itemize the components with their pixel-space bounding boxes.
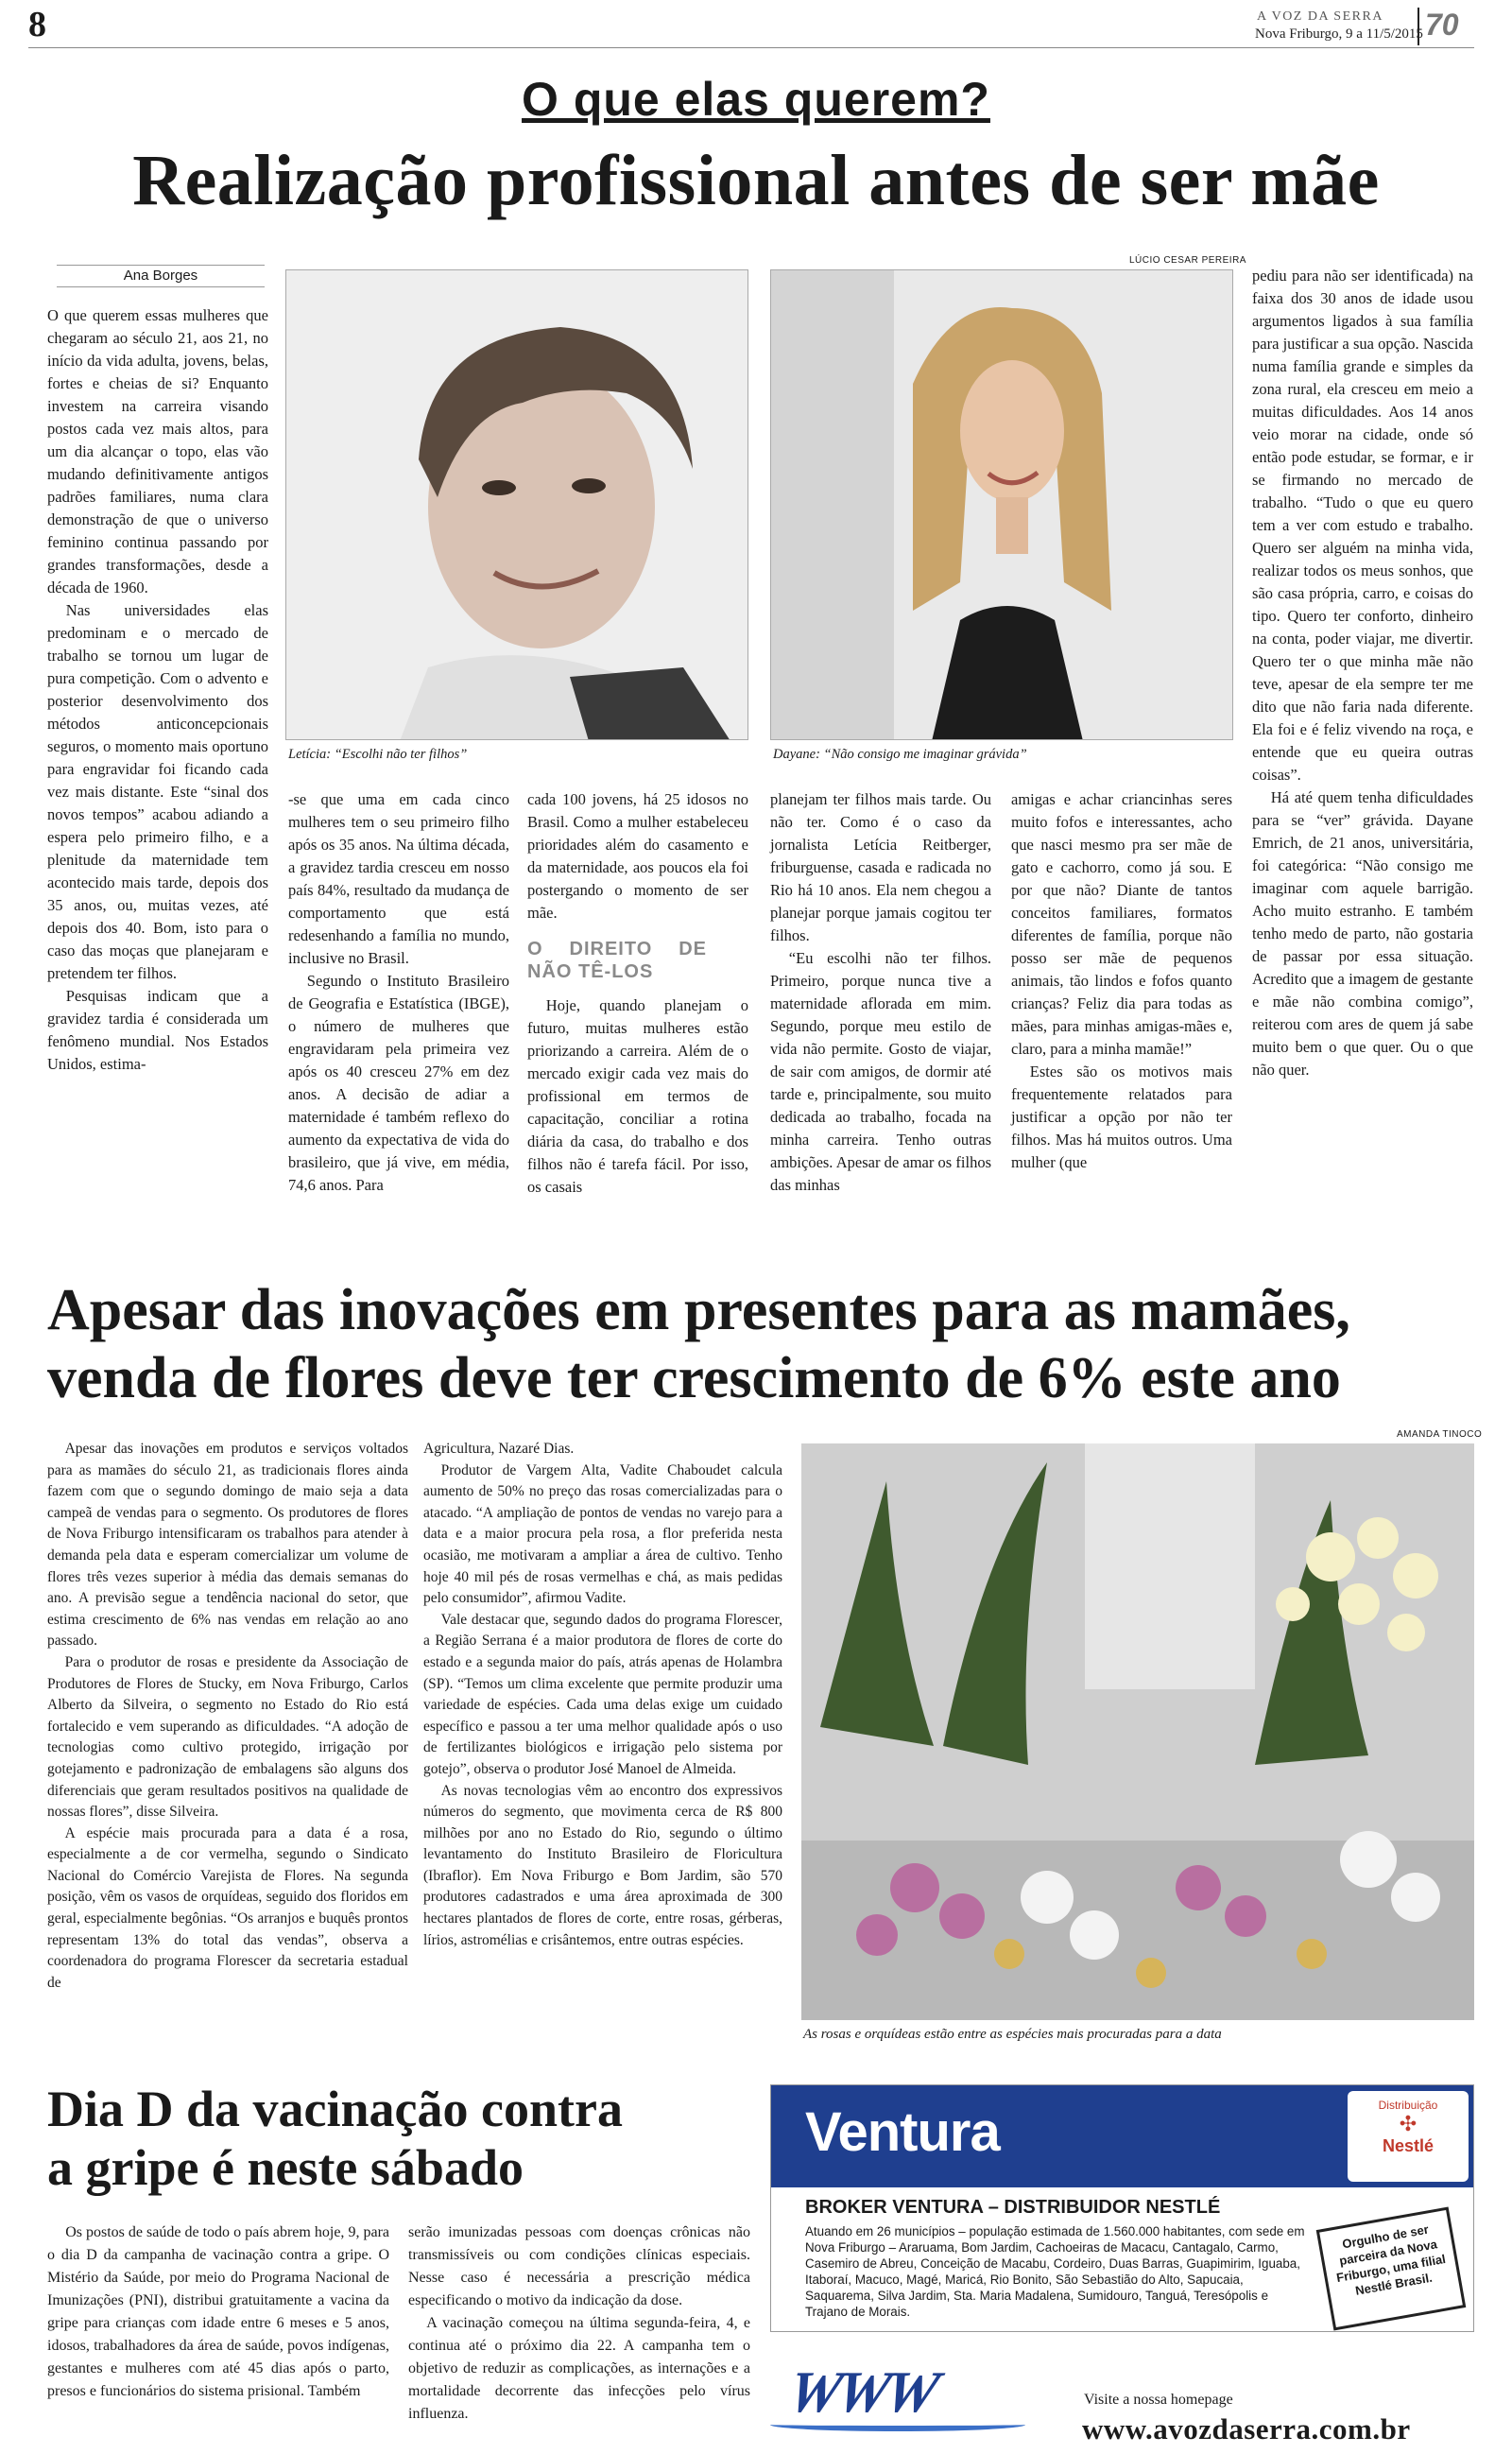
dayane-photo-caption: Dayane: “Não consigo me imaginar grávida” xyxy=(773,747,1027,762)
website-ad-url[interactable]: www.avozdaserra.com.br xyxy=(1082,2412,1411,2445)
nestle-box xyxy=(1348,2091,1469,2182)
paragraph: amigas e achar criancinhas seres muito fofos e interessantes, acho que nasci mesmo pra ser mãe de gato e cachorro, como já sou. E por que não? Diante de tantos conceitos familiares, formatos diferentes de família, porque não posso ser mãe de pequenos animais, tão lindos e fofos quanto crianças? Feliz dia para todas as mães, para minhas amigas-mães e, claro, para a minha mamãe!” xyxy=(1011,790,1232,1058)
dayane-photo xyxy=(770,269,1233,740)
byline: Ana Borges xyxy=(57,265,265,287)
story2-column-2 xyxy=(423,1439,782,1951)
paragraph: “Eu escolhi não ter filhos. Primeiro, porque nunca tive a maternidade aflorada em mim. Segundo, porque meu estilo de vida não permite. Gosto de viajar, de sair com amigos, de dormir até tarde e, principalmente, sou muito dedicada ao trabalho, focada na minha carreira. Tenho outras ambições. Apesar de amar os filhos das minhas xyxy=(770,949,991,1194)
ventura-ad-title: BROKER VENTURA – DISTRIBUIDOR NESTLÉ xyxy=(805,2197,1221,2218)
ventura-ad[interactable] xyxy=(770,2084,1474,2332)
website-ad-label: Visite a nossa homepage xyxy=(1084,2392,1233,2408)
story2-headline-line-1: Apesar das inovações em presentes para as mamães, xyxy=(47,1278,1350,1342)
paragraph: planejam ter filhos mais tarde. Ou não ter. Como é o caso da jornalista Letícia Reitberger, friburguense, casada e radicada no Rio há 10 anos. Ela nem chegou a planejar porque jamais cogitou ter filhos. xyxy=(770,790,991,944)
story1-column-5 xyxy=(1011,788,1232,1174)
paragraph: cada 100 jovens, há 25 idosos no Brasil. Como a mulher estabeleceu prioridades além do casamento e da maternidade, aos poucos ela foi postergando o momento de ser mãe. xyxy=(527,790,748,922)
flowers-photo-caption: As rosas e orquídeas estão entre as espécies mais procuradas para a data xyxy=(803,2027,1222,2042)
ventura-ad-brand: Ventura xyxy=(805,2101,1000,2163)
story2-headline xyxy=(47,1276,1484,1412)
story3-column-1 xyxy=(47,2221,389,2403)
ventura-ad-stamp: Orgulho de ser parceira da Nova Friburgo, uma filial Nestlé Brasil. xyxy=(1316,2206,1467,2330)
story1-column-2 xyxy=(288,788,509,1197)
flowers-photo xyxy=(801,1443,1474,2020)
paragraph: -se que uma em cada cinco mulheres tem o seu primeiro filho após os 35 anos. Na última década, a gravidez tardia cresceu em nosso país 84%, resultado da mudança de comportamento que está redesenhando a família no mundo, inclusive no Brasil. xyxy=(288,790,509,967)
dayane-photo-credit: LÚCIO CESAR PEREIRA xyxy=(1129,255,1246,266)
paragraph: Agricultura, Nazaré Dias. xyxy=(423,1441,575,1457)
paragraph: A vacinação começou na última segunda-feira, 4, e continua até o próximo dia 22. A campanha tem o objetivo de reduzir as complicações, as internações e a mortalidade decorrente das infecções pelo vírus influenza. xyxy=(408,2315,750,2422)
paragraph: Apesar das inovações em produtos e serviços voltados para as mamães do século 21, as tradicionais flores ainda fazem com que o segundo domingo de maio seja a data campeã de vendas para o segmento. Os produtores de flores de Nova Friburgo intensificaram os trabalhos para atender à demanda pela data e esperam comercializar um volume de flores três vezes superior à média das demais semanas do ano. A previsão segue a tendência nacional do setor, que estima crescimento de 6% nas vendas em relação ao ano passado. xyxy=(47,1441,408,1650)
flowers-photo-credit: AMANDA TINOCO xyxy=(1397,1429,1483,1440)
story2-column-1 xyxy=(47,1439,408,1994)
paragraph: A espécie mais procurada para a data é a rosa, especialmente a de cor vermelha, segundo o Sindicato Nacional do Comércio Varejista de Flores. Na segunda posição, vêm os vasos de orquídeas, seguido dos floridos em geral, especialmente begônias. “Os arranjos e buquês prontos representam 13% do total das vendas”, observa a coordenadora do programa Florescer da secretaria estadual de xyxy=(47,1824,408,1991)
story1-column-6 xyxy=(1252,265,1473,1081)
paragraph: Há até quem tenha dificuldades para se “ver” grávida. Dayane Emrich, de 21 anos, universitária, foi categórica: “Não consigo me imaginar com aquele barrigão. Acho muito estranho. E também tenho medo de parto, não gostaria de passar por essa situação. Acredito que a imagem de gestante e mãe não combina comigo”, reiterou com ares de quem já sabe muito bem o que quer. Ou o que não quer. xyxy=(1252,788,1473,1079)
masthead-paper-name: A VOZ DA SERRA xyxy=(1257,9,1383,24)
leticia-photo-caption: Letícia: “Escolhi não ter filhos” xyxy=(288,747,468,762)
paragraph: serão imunizadas pessoas com doenças crônicas não transmissíveis ou com condições clínicas especiais. Nesse caso é necessária a prescrição médica especificando o motivo da indicação da dose. xyxy=(408,2224,750,2308)
paragraph: Para o produtor de rosas e presidente da Associação de Produtores de Flores de Stucky, em Nova Friburgo, Carlos Alberto da Silveira, o segmento no Estado do Rio está fortalecido e vem superando as dificuldades. “A adoção de tecnologias como cultivo protegido, irrigação por gotejamento e padronização de embalagens são alguns dos diferenciais que geram resultados positivos na qualidade de nossas flores”, disse Silveira. xyxy=(47,1653,408,1821)
paragraph: Produtor de Vargem Alta, Vadite Chaboudet calcula aumento de 50% no preço das rosas comercializadas para o atacado. “A ampliação de pontos de vendas no varejo para a data e a maior procura pela rosa, a flor preferida nesta ocasião, me motivaram a ampliar a área de cultivo. Tenho hoje 40 mil pés de rosas vermelhas e chá, as mais pedidas pelo consumidor”, afirmou Vadite. xyxy=(423,1461,782,1607)
paragraph: pediu para não ser identificada) na faixa dos 30 anos de idade usou argumentos ligados à sua família para justificar a sua opção. Nascida numa família grande e simples da zona rural, ela cresceu em meio a muitas dificuldades. Aos 14 anos veio morar na cidade, onde só então pode estudar, se formar, e ir se firmando no mercado de trabalho. “Tudo o que eu quero tem a ver com estudo e trabalho. Quero ser alguém na minha vida, realizar todos os meus sonhos, que são casa própria, carro, e coisas do tipo. Quero ter conforto, dinheiro na conta, poder viajar, me divertir. Quero ter o que minha mãe não teve, apesar de ela sempre ter me dito que não faria nada diferente. Ela foi e é feliz vivendo na roça, e entende que eu queira outras coisas”. xyxy=(1252,267,1473,784)
story3-headline-line-1: Dia D da vacinação contra xyxy=(47,2081,623,2137)
ventura-ad-body: Atuando em 26 municípios – população estimada de 1.560.000 habitantes, com sede em Nova Friburgo – Araruama, Bom Jardim, Cachoeiras de Macacu, Cantagalo, Carmo, Casemiro de Abreu, Conceição de Macabu, Cordeiro, Duas Barras, Guapimirim, Iguaba, Itaboraí, Macuco, Magé, Maricá, Rio Bonito, São Sebastião do Alto, Sapucaia, Saquarema, Silva Jardim, Sta. Maria Madalena, Sumidouro, Tanguá, Teresópolis e Trajano de Morais. xyxy=(805,2224,1305,2319)
paragraph: Hoje, quando planejam o futuro, muitas mulheres estão priorizando a carreira. Além de o mercado exigir cada vez mais do profissional em termos de capacitação, conciliar a rotina diária da casa, do trabalho e dos filhos não é tarefa fácil. Por isso, os casais xyxy=(527,996,748,1196)
story3-headline xyxy=(47,2080,784,2197)
nestle-logo-text: Nestlé xyxy=(1382,2136,1435,2155)
page-number: 8 xyxy=(28,5,46,44)
paragraph: Nas universidades elas predominam e o mercado de trabalho se tornou um lugar de pura competição. Com o advento e posterior desenvolvimento dos métodos anticoncepcionais seguros, o momento mais oportuno para engravidar foi ficando cada vez mais distante. Este “sinal dos novos tempos” acabou adiando a espera pelo primeiro filho, e a plenitude da maternidade tem acontecido mais tarde, depois dos 35 anos, ou, muitas vezes, até depois dos 40. Bom, isto para o caso das moças que planejaram e pretendem ter filhos. xyxy=(47,601,268,982)
story1-kicker: O que elas querem? xyxy=(522,73,990,126)
paragraph: Pesquisas indicam que a gravidez tardia é considerada um fenômeno mundial. Nos Estados Unidos, estima- xyxy=(47,987,268,1073)
nestle-nest-icon: ✣ xyxy=(1399,2112,1418,2135)
www-logo: WWW xyxy=(782,2360,941,2425)
leticia-photo xyxy=(285,269,748,740)
paragraph: Os postos de saúde de todo o país abrem hoje, 9, para o dia D da campanha de vacinação contra a gripe. O Mistério da Saúde, por meio do Programa Nacional de Imunizações (PNI), distribui gratuitamente a vacina da gripe para crianças com idade entre 6 meses e 5 anos, idosos, trabalhadores da área de saúde, povos indígenas, gestantes e mulheres com até 45 dias após o parto, presos e funcionários do sistema prisional. Também xyxy=(47,2224,389,2399)
paragraph: Vale destacar que, segundo dados do programa Florescer, a Região Serrana é a maior produtora de flores de corte do estado e a segunda maior do país, atrás apenas de Holambra (SP). “Temos um clima excelente que permite produzir uma variedade de espécies. Cada uma delas exige um cuidado específico e passou a ter uma melhor qualidade após o uso de fertilizantes biológicos e irrigação pelo sistema por gotejo”, observa o produtor José Manoel de Almeida. xyxy=(423,1611,782,1777)
story3-headline-line-2: a gripe é neste sábado xyxy=(47,2139,524,2196)
anniversary-logo xyxy=(1418,8,1476,45)
story2-headline-line-2: venda de flores deve ter crescimento de 6% este ano xyxy=(47,1346,1341,1410)
website-ad[interactable] xyxy=(770,2354,1474,2448)
story1-column-3 xyxy=(527,788,748,1199)
paragraph: Estes são os motivos mais frequentemente relatados para justificar a opção por não ter filhos. Mas há muitos outros. Uma mulher (que xyxy=(1011,1063,1232,1171)
story1-column-4 xyxy=(770,788,991,1197)
story1-column-1 xyxy=(47,304,268,1076)
anniversary-logo-number: 70 xyxy=(1425,8,1459,42)
subhead: O DIREITO DE NÃO TÊ-LOS xyxy=(527,939,707,982)
masthead-dateline: Nova Friburgo, 9 a 11/5/2015 xyxy=(1255,26,1423,42)
story3-column-2 xyxy=(408,2221,750,2426)
nestle-distrib-label: Distribuição xyxy=(1378,2099,1438,2112)
paragraph: Segundo o Instituto Brasileiro de Geografia e Estatística (IBGE), o número de mulheres que engravidaram pela primeira vez após os 40 cresceu 27% em dez anos. A decisão de adiar a maternidade é também reflexo do aumento da expectativa de vida do brasileiro, que já vive, em média, 74,6 anos. Para xyxy=(288,972,509,1194)
story1-headline: Realização profissional antes de ser mãe xyxy=(132,141,1380,220)
www-logo-swoosh xyxy=(770,2418,1025,2431)
paragraph: As novas tecnologias vêm ao encontro dos expressivos números do segmento, que movimenta cerca de R$ 800 milhões por ano no Estado do Rio, segundo o último levantamento do Instituto Brasileiro de Floricultura (Ibraflor). Em Nova Friburgo e Bom Jardim, são 570 produtores cadastrados e uma área aproximada de 300 hectares plantados de flores de corte, entre rosas, gérberas, lírios, astromélias e crisântemos, entre outras espécies. xyxy=(423,1782,782,1948)
masthead-rule xyxy=(28,47,1474,48)
paragraph: O que querem essas mulheres que chegaram ao século 21, aos 21, no início da vida adulta, jovens, belas, fortes e cheias de si? Enquanto investem na carreira visando postos cada vez mais altos, para um dia alcançar o topo, elas vão mudando definitivamente antigos padrões familiares, numa clara demonstração de que o universo feminino continua passando por grandes transformações, desde a década de 1960. xyxy=(47,306,268,596)
